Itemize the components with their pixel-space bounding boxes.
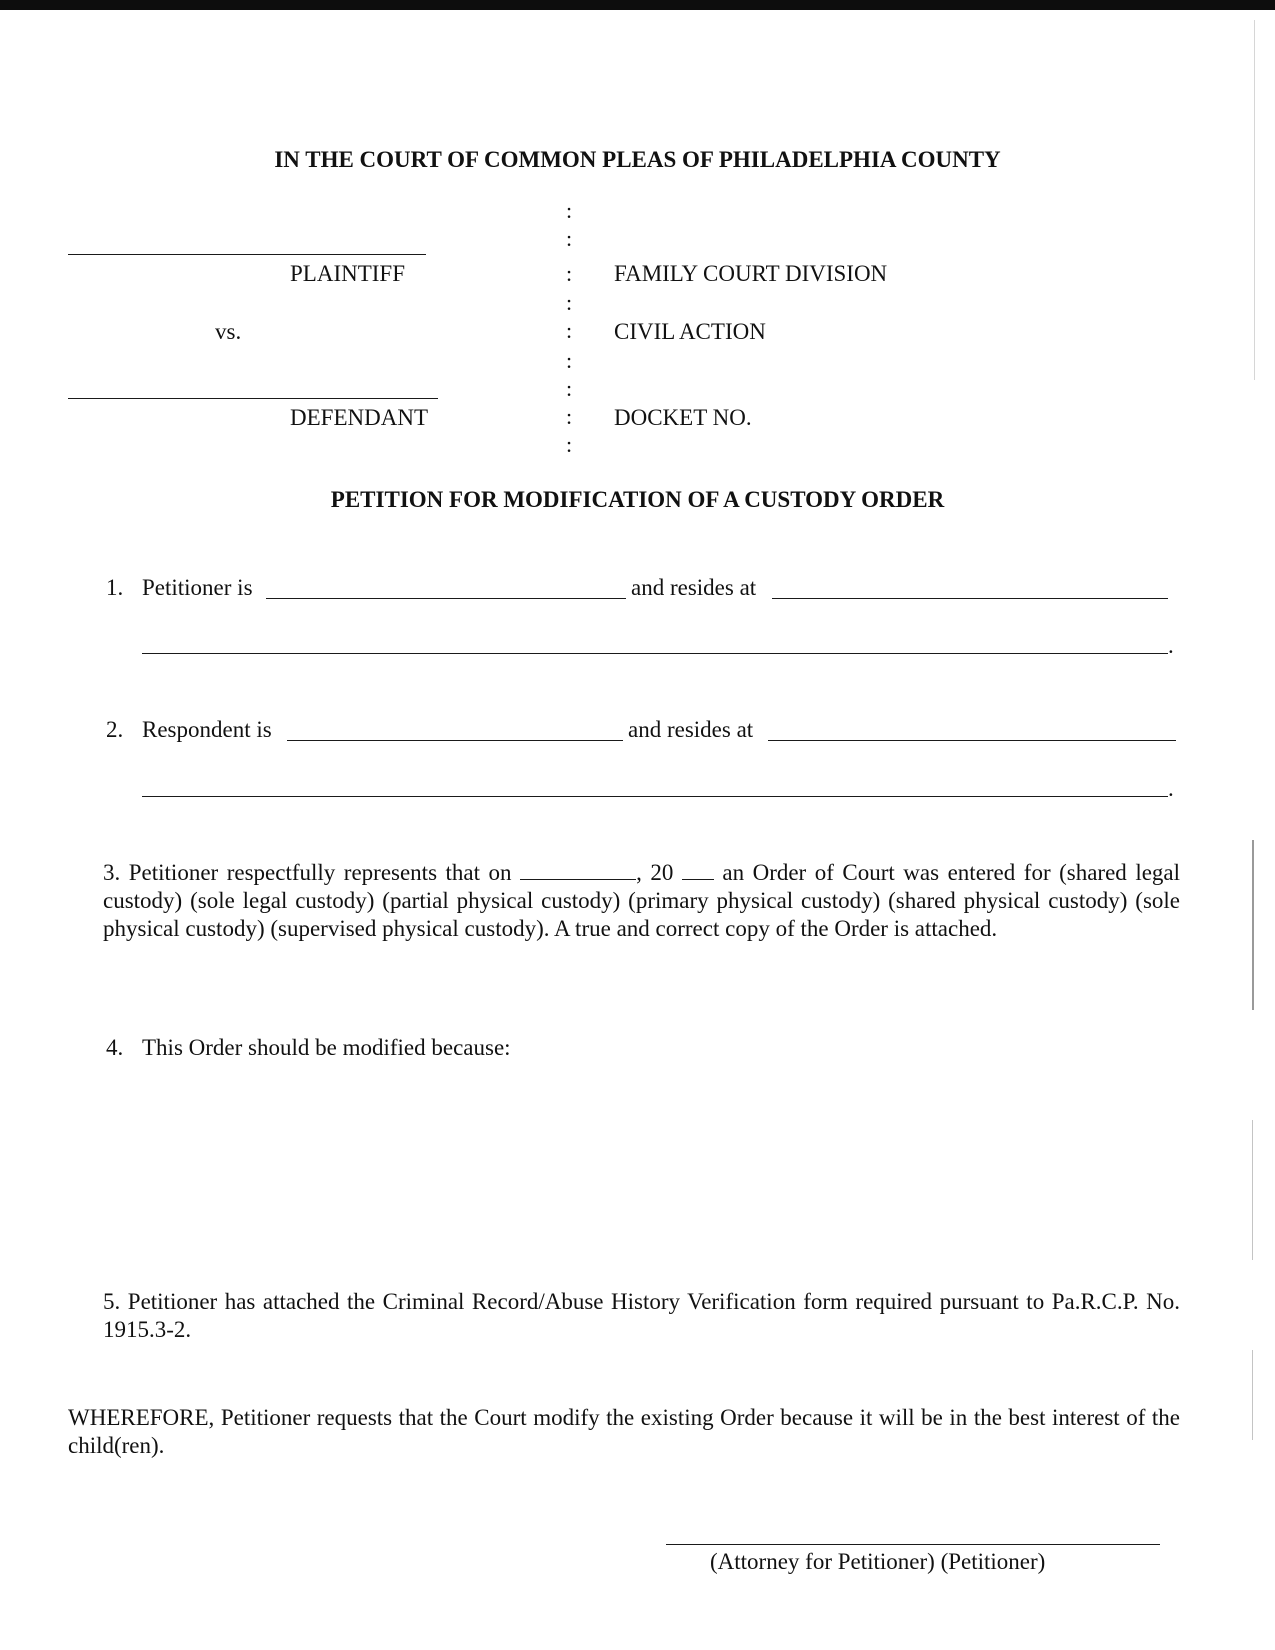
item5-paragraph (103, 1288, 1180, 1344)
plaintiff-label: PLAINTIFF (290, 261, 406, 286)
item5-text: Petitioner has attached the Criminal Record/Abuse History Verification form required pursuant to Pa.R.C.P. No. 1915.3-2. (103, 1289, 1181, 1343)
item3-text-part1: Petitioner respectfully represents that on (128, 860, 512, 885)
signature-caption: (Attorney for Petitioner) (Petitioner) (710, 1549, 1046, 1574)
civil-action-label: CIVIL ACTION (614, 319, 766, 344)
petitioner-address-line-2[interactable] (142, 653, 1168, 654)
item4-text: This Order should be modified because: (142, 1035, 511, 1060)
colon: : (566, 261, 573, 286)
wherefore-clause: WHEREFORE, Petitioner requests that the Court modify the existing Order because it will be in the best interest of the child(ren). (68, 1405, 1180, 1459)
item3-paragraph (103, 859, 1180, 943)
order-year-field[interactable] (682, 861, 714, 880)
signature-line[interactable] (666, 1544, 1160, 1545)
item2-label: Respondent is (142, 717, 272, 742)
respondent-address-line-2[interactable] (142, 796, 1168, 797)
item3-text-part3: an Order of Court was entered for (shared legal custody) (sole legal custody) (partial physical custody) (primary physical custody) (shared physical custody) (sole physical custody) (supervised physical custody). A true and correct copy of the Order is attached. (103, 860, 1181, 942)
item3-text-part2: , 20 (636, 860, 674, 885)
modification-reason-area[interactable] (103, 1070, 1180, 1270)
item2-number: 2. (106, 717, 124, 742)
colon: : (566, 198, 573, 223)
scan-edge-mark (1252, 1120, 1253, 1260)
defendant-name-line[interactable] (68, 398, 438, 399)
item3-number: 3. (103, 860, 121, 885)
versus-label: vs. (215, 319, 242, 344)
colon: : (566, 318, 573, 343)
colon: : (566, 404, 573, 429)
defendant-label: DEFENDANT (290, 405, 428, 430)
scan-top-border (0, 0, 1275, 10)
respondent-relationship-field[interactable] (287, 740, 623, 741)
court-heading: IN THE COURT OF COMMON PLEAS OF PHILADELPHIA COUNTY (274, 147, 1001, 172)
colon: : (566, 432, 573, 457)
colon: : (566, 226, 573, 251)
item2-resides-label: and resides at (628, 717, 754, 742)
item4-number: 4. (106, 1035, 124, 1060)
petition-title: PETITION FOR MODIFICATION OF A CUSTODY ORDER (330, 487, 945, 512)
respondent-address-field[interactable] (768, 740, 1176, 741)
order-date-field[interactable] (520, 861, 636, 880)
scan-edge-mark (1252, 1350, 1253, 1440)
colon: : (566, 290, 573, 315)
plaintiff-name-line[interactable] (68, 254, 426, 255)
colon: : (566, 376, 573, 401)
item5-number: 5. (103, 1289, 121, 1314)
item1-number: 1. (106, 575, 124, 600)
scan-edge-mark (1252, 840, 1254, 1010)
colon: : (566, 348, 573, 373)
item1-resides-label: and resides at (631, 575, 757, 600)
item1-end-period: . (1168, 633, 1174, 658)
division-label: FAMILY COURT DIVISION (614, 261, 888, 286)
item1-label: Petitioner is (142, 575, 253, 600)
docket-label: DOCKET NO. (614, 405, 752, 430)
scan-edge-mark (1254, 20, 1255, 380)
petitioner-address-field[interactable] (772, 598, 1168, 599)
item2-end-period: . (1168, 776, 1174, 801)
petitioner-relationship-field[interactable] (266, 598, 626, 599)
